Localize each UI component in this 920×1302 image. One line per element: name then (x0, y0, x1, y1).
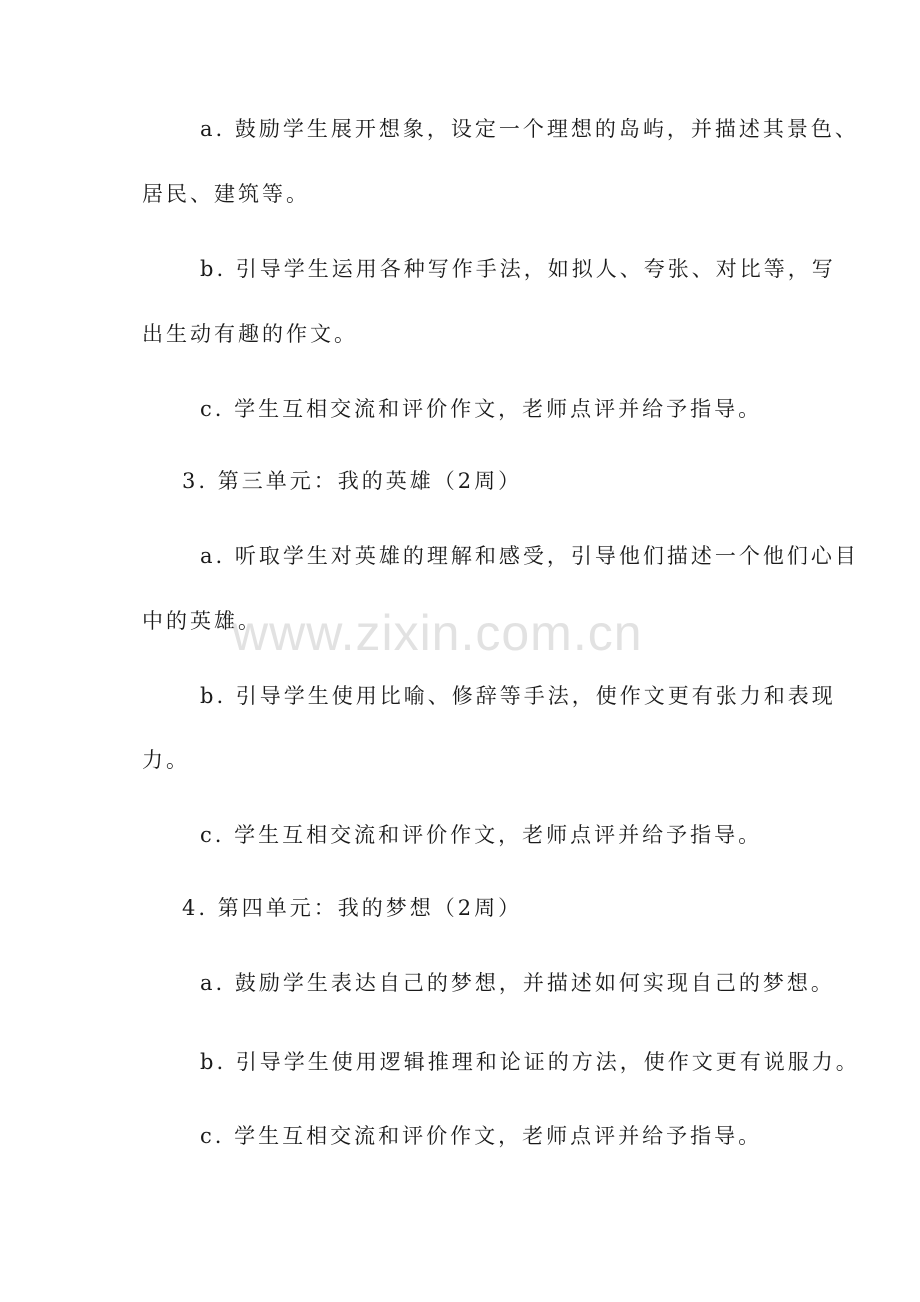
paragraph-line: b. 引导学生使用逻辑推理和论证的方法，使作文更有说服力。 (200, 1050, 860, 1074)
paragraph-line: a. 听取学生对英雄的理解和感受，引导他们描述一个他们心目 (200, 544, 859, 568)
section-heading: 3. 第三单元：我的英雄（2周） (182, 469, 523, 493)
watermark: www.zixin.com.cn (232, 605, 643, 661)
paragraph-line: c. 学生互相交流和评价作文，老师点评并给予指导。 (200, 1124, 763, 1148)
paragraph-line: 中的英雄。 (142, 609, 262, 633)
paragraph-line: c. 学生互相交流和评价作文，老师点评并给予指导。 (200, 823, 763, 847)
paragraph-line: a. 鼓励学生展开想象，设定一个理想的岛屿，并描述其景色、 (200, 117, 859, 141)
paragraph-line: 居民、建筑等。 (142, 182, 310, 206)
paragraph-line: b. 引导学生使用比喻、修辞等手法，使作文更有张力和表现 (200, 684, 836, 708)
paragraph-line: a. 鼓励学生表达自己的梦想，并描述如何实现自己的梦想。 (200, 971, 835, 995)
paragraph-line: 出生动有趣的作文。 (142, 322, 358, 346)
paragraph-line: c. 学生互相交流和评价作文，老师点评并给予指导。 (200, 397, 763, 421)
section-heading: 4. 第四单元：我的梦想（2周） (182, 896, 523, 920)
paragraph-line: b. 引导学生运用各种写作手法，如拟人、夸张、对比等，写 (200, 257, 836, 281)
paragraph-line: 力。 (142, 748, 190, 772)
